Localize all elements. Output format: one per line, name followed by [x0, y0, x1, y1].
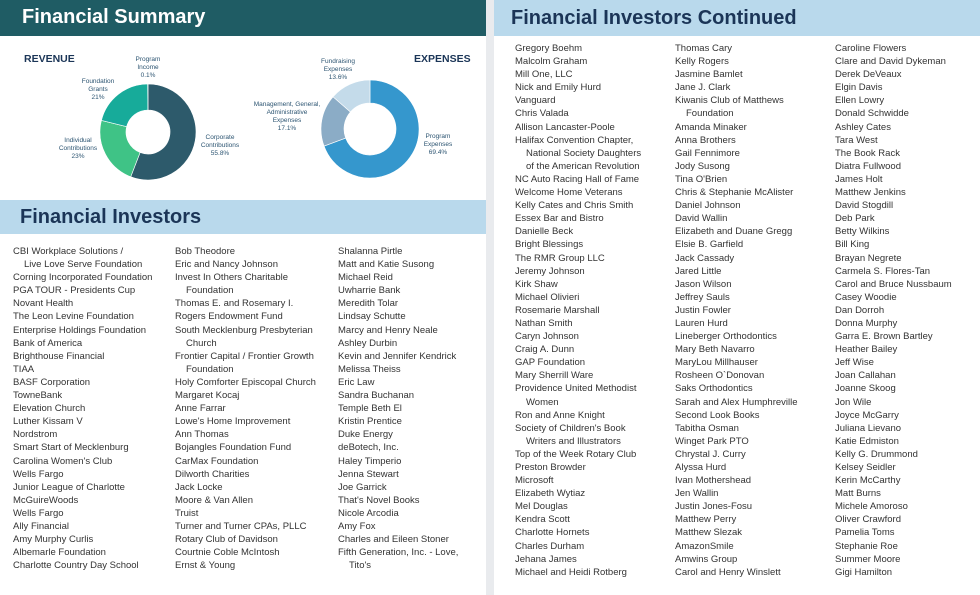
- investor-name: Jasmine Bamlet: [675, 69, 743, 81]
- investor-name: Preston Browder: [515, 462, 586, 473]
- slice-individual-contributions: [100, 120, 140, 176]
- investor-name: Enterprise Holdings Foundation: [13, 324, 147, 336]
- investor-name: Amwins Group: [675, 553, 738, 565]
- investor-name: TowneBank: [13, 390, 63, 402]
- investor-name: Carol and Henry Winslett: [675, 566, 781, 578]
- investor-name: CBI Workplace Solutions /: [13, 246, 124, 257]
- financial-summary-title: Financial Summary: [22, 6, 206, 28]
- investor-name: Ashley Cates: [835, 121, 891, 133]
- investor-name: Danielle Beck: [515, 226, 574, 238]
- investor-name: Smart Start of Mecklenburg: [13, 442, 129, 454]
- investor-name: Jenna Stewart: [338, 468, 399, 480]
- investor-name: Charlotte Hornets: [515, 527, 590, 539]
- investor-name: Justin Fowler: [675, 304, 731, 316]
- investor-name: Elizabeth and Duane Gregg: [675, 226, 793, 238]
- investor-name: NC Auto Racing Hall of Fame: [515, 173, 640, 185]
- investor-name: Kendra Scott: [515, 514, 570, 526]
- investor-name: Deb Park: [835, 213, 875, 225]
- expenses-label-fundraising: Fundraising Expenses 13.6%: [321, 58, 355, 82]
- investor-name: Katie Edmiston: [835, 435, 899, 447]
- investor-name: Clare and David Dykeman: [835, 56, 946, 68]
- investor-name: Joyce McGarry: [835, 409, 899, 421]
- investor-name: of the American Revolution: [526, 160, 640, 172]
- financial-summary-panel: [0, 0, 486, 595]
- investor-name: Tito's: [349, 560, 372, 572]
- investor-name: Nathan Smith: [515, 317, 573, 329]
- investor-name: Brighthouse Financial: [13, 350, 105, 362]
- investor-name: Bright Blessings: [515, 239, 584, 251]
- investor-name: Daniel Johnson: [675, 200, 741, 212]
- investor-name: Invest In Others Charitable: [175, 272, 288, 284]
- investor-name: Providence United Methodist: [515, 383, 637, 395]
- investor-name: Kelly Rogers: [675, 56, 729, 68]
- investor-name: Carmela S. Flores-Tan: [835, 265, 931, 277]
- investor-name: Ellen Lowry: [835, 95, 885, 107]
- investor-name: Pamelia Toms: [835, 527, 895, 539]
- investor-name: Duke Energy: [338, 429, 393, 441]
- investor-name: Sarah and Alex Humphreville: [675, 396, 798, 408]
- investor-name: McGuireWoods: [13, 494, 79, 506]
- investor-name: Rosheen O`Donovan: [675, 370, 765, 382]
- investor-name: PGA TOUR - Presidents Cup: [13, 285, 136, 297]
- investor-name: Eric Law: [338, 376, 375, 388]
- investor-name: Jen Wallin: [675, 488, 719, 500]
- investor-name: Wells Fargo: [13, 468, 64, 480]
- investor-name: Jason Wilson: [675, 278, 732, 290]
- investor-name: Rosemarie Marshall: [515, 304, 600, 316]
- investor-name: Michael Olivieri: [515, 291, 580, 303]
- investor-name: Casey Woodie: [835, 291, 897, 303]
- investor-name: Second Look Books: [675, 409, 760, 421]
- investor-name: Thomas Cary: [675, 43, 733, 54]
- investor-name: Dilworth Charities: [175, 468, 250, 480]
- expenses-label-program: Program Expenses 69.4%: [423, 133, 453, 157]
- investor-name: Jared Little: [675, 265, 722, 277]
- investor-name: Amy Murphy Curlis: [13, 534, 94, 546]
- investor-name: Women: [526, 396, 559, 408]
- investor-name: Kerin McCarthy: [835, 475, 901, 487]
- investor-name: Alyssa Hurd: [675, 462, 727, 473]
- expenses-label-management: Management, General, Administrative Expenses 17.1%: [253, 101, 321, 133]
- investor-name: David Wallin: [675, 213, 728, 225]
- investor-name: Matthew Jenkins: [835, 187, 906, 199]
- investor-name: Nick and Emily Hurd: [515, 82, 602, 94]
- investor-name: Carolina Women's Club: [13, 455, 113, 467]
- investor-name: The RMR Group LLC: [515, 252, 605, 264]
- investor-name: Derek DeVeaux: [835, 69, 902, 81]
- investor-name: GAP Foundation: [515, 357, 586, 369]
- investor-name: Tabitha Osman: [675, 422, 739, 434]
- investor-name: Marcy and Henry Neale: [338, 324, 438, 336]
- investor-name: Church: [186, 337, 217, 349]
- continued-column-1: [515, 42, 641, 579]
- investor-name: Michele Amoroso: [835, 501, 908, 513]
- investor-name: Craig A. Dunn: [515, 344, 575, 356]
- investor-name: Charles Durham: [515, 540, 585, 552]
- financial-summary-header: [0, 0, 486, 36]
- investor-name: Live Love Serve Foundation: [24, 259, 143, 271]
- investor-name: Jon Wile: [835, 396, 872, 408]
- financial-investors-title: Financial Investors: [20, 206, 202, 228]
- revenue-title: REVENUE: [24, 53, 75, 65]
- investor-name: Anne Farrar: [175, 403, 226, 415]
- investor-name: Kelly Cates and Chris Smith: [515, 200, 634, 212]
- investor-name: Saks Orthodontics: [675, 383, 753, 395]
- investors-column-2: [175, 245, 316, 572]
- investor-name: Essex Bar and Bistro: [515, 213, 604, 225]
- investor-name: James Holt: [835, 173, 883, 185]
- investor-name: Thomas E. and Rosemary I.: [175, 298, 294, 310]
- investor-name: Juliana Lievano: [835, 422, 902, 434]
- investor-name: Rotary Club of Davidson: [175, 534, 278, 546]
- revenue-label-foundation-grants: Foundation Grants 21%: [81, 78, 115, 102]
- investor-name: Writers and Illustrators: [526, 435, 621, 447]
- investor-name: Gail Fennimore: [675, 147, 740, 159]
- investor-name: Frontier Capital / Frontier Growth: [175, 350, 314, 362]
- investor-name: The Book Rack: [835, 147, 900, 159]
- investor-name: Ivan Mothershead: [675, 475, 752, 487]
- investor-name: Mary Beth Navarro: [675, 344, 755, 356]
- investor-name: Foundation: [686, 108, 734, 120]
- investors-column-3: [338, 245, 458, 572]
- investor-name: Tina O'Brien: [675, 173, 728, 185]
- investor-name: Nicole Arcodia: [338, 507, 399, 519]
- investors-column-1: [13, 245, 152, 572]
- investor-name: MaryLou Millhauser: [675, 357, 758, 369]
- investor-name: Mel Douglas: [515, 501, 568, 513]
- investor-name: Elevation Church: [13, 403, 86, 415]
- investor-name: Charlotte Country Day School: [13, 560, 139, 572]
- investor-name: Gregory Boehm: [515, 43, 583, 54]
- investor-name: Turner and Turner CPAs, PLLC: [175, 520, 307, 532]
- investor-name: Carol and Bruce Nussbaum: [835, 278, 952, 290]
- investor-name: Kevin and Jennifer Kendrick: [338, 350, 457, 362]
- investor-name: Garra E. Brown Bartley: [835, 331, 933, 343]
- investor-name: Brayan Negrete: [835, 252, 902, 264]
- investor-name: Chris & Stephanie McAlister: [675, 187, 794, 199]
- investor-name: Joan Callahan: [835, 370, 896, 382]
- revenue-label-individual-contributions: Individual Contributions 23%: [58, 137, 98, 161]
- investors-continued-panel: [494, 0, 980, 595]
- investor-name: Jeremy Johnson: [515, 265, 585, 277]
- investor-name: Dan Dorroh: [835, 304, 885, 316]
- investor-name: David Stogdill: [835, 200, 894, 212]
- investor-name: Foundation: [186, 285, 234, 297]
- investor-name: Eric and Nancy Johnson: [175, 259, 278, 271]
- investor-name: Novant Health: [13, 298, 74, 310]
- investor-name: Amy Fox: [338, 520, 376, 532]
- investor-name: Kelsey Seidler: [835, 462, 896, 473]
- investor-name: Vanguard: [515, 95, 556, 107]
- investor-name: Margaret Kocaj: [175, 390, 240, 402]
- investor-name: Matt and Katie Susong: [338, 259, 435, 271]
- investor-name: TIAA: [13, 363, 35, 375]
- investor-name: Matthew Perry: [675, 514, 737, 526]
- investor-name: Temple Beth El: [338, 403, 402, 415]
- investor-name: Luther Kissam V: [13, 416, 83, 428]
- investor-name: Truist: [175, 507, 199, 519]
- investor-name: Jeffrey Sauls: [675, 291, 730, 303]
- investor-name: Holy Comforter Episcopal Church: [175, 376, 316, 388]
- investor-name: Foundation: [186, 363, 234, 375]
- investor-name: Amanda Minaker: [675, 121, 747, 133]
- revenue-label-program-income: Program Income 0.1%: [135, 56, 161, 80]
- investor-name: Lindsay Schutte: [338, 311, 406, 323]
- investor-name: Uwharrie Bank: [338, 285, 401, 297]
- investor-name: Oliver Crawford: [835, 514, 901, 526]
- investor-name: Mary Sherrill Ware: [515, 370, 594, 382]
- investor-name: Elsie B. Garfield: [675, 239, 744, 251]
- investor-name: Ann Thomas: [175, 429, 229, 441]
- investor-name: Matthew Slezak: [675, 527, 743, 539]
- investor-name: Top of the Week Rotary Club: [515, 448, 637, 460]
- investor-name: Melissa Theiss: [338, 363, 401, 375]
- investor-name: Kelly G. Drummond: [835, 448, 918, 460]
- investor-name: Jody Susong: [675, 160, 730, 172]
- investor-name: Welcome Home Veterans: [515, 187, 623, 199]
- investor-name: Jack Locke: [175, 481, 223, 493]
- investor-name: Jane J. Clark: [675, 82, 731, 94]
- investor-name: Caryn Johnson: [515, 331, 579, 343]
- investor-name: Donald Schwidde: [835, 108, 909, 120]
- investor-name: Chris Valada: [515, 108, 569, 120]
- revenue-label-corporate-contributions: Corporate Contributions 55.8%: [200, 134, 240, 158]
- investor-name: Meredith Tolar: [338, 298, 399, 310]
- investor-name: Kirk Shaw: [515, 278, 558, 290]
- expenses-title: EXPENSES: [414, 53, 471, 65]
- investor-name: Ernst & Young: [175, 560, 236, 572]
- investor-name: Michael Reid: [338, 272, 393, 284]
- investor-name: Elgin Davis: [835, 82, 883, 94]
- investor-name: Albemarle Foundation: [13, 547, 106, 559]
- investor-name: Matt Burns: [835, 488, 881, 500]
- investor-name: Chrystal J. Curry: [675, 448, 746, 460]
- investor-name: Society of Children's Book: [515, 422, 626, 434]
- investor-name: Winget Park PTO: [675, 435, 749, 447]
- investor-name: Gigi Hamilton: [835, 566, 893, 578]
- investor-name: Junior League of Charlotte: [13, 481, 125, 493]
- investor-name: BASF Corporation: [13, 376, 91, 388]
- continued-column-2: [675, 42, 798, 579]
- investor-name: Lineberger Orthodontics: [675, 331, 777, 343]
- investor-name: Corning Incorporated Foundation: [13, 272, 153, 284]
- financial-investors-header: [0, 200, 486, 234]
- investor-name: Kiwanis Club of Matthews: [675, 95, 784, 107]
- investor-name: Ally Financial: [13, 520, 69, 532]
- investor-name: Heather Bailey: [835, 344, 898, 356]
- investor-name: Stephanie Roe: [835, 540, 898, 552]
- investor-name: Bob Theodore: [175, 246, 236, 257]
- investor-name: Michael and Heidi Rotberg: [515, 566, 627, 578]
- investor-name: Jehana James: [515, 553, 577, 565]
- investor-name: Anna Brothers: [675, 134, 736, 146]
- investor-name: That's Novel Books: [338, 494, 420, 506]
- investor-name: deBotech, Inc.: [338, 442, 399, 454]
- investor-name: Justin Jones-Fosu: [675, 501, 753, 513]
- investor-name: Nordstrom: [13, 429, 58, 441]
- investor-name: Sandra Buchanan: [338, 390, 415, 402]
- investor-name: Bill King: [835, 239, 870, 251]
- investor-name: Tara West: [835, 134, 878, 146]
- investor-name: Jack Cassady: [675, 252, 735, 264]
- expenses-donut-chart: [320, 79, 420, 179]
- investor-name: Donna Murphy: [835, 317, 898, 329]
- investor-name: Mill One, LLC: [515, 69, 573, 81]
- investor-name: Lauren Hurd: [675, 317, 728, 329]
- investor-name: Caroline Flowers: [835, 43, 907, 54]
- investor-name: Allison Lancaster-Poole: [515, 121, 615, 133]
- investors-continued-title: Financial Investors Continued: [511, 7, 797, 29]
- investor-name: Halifax Convention Chapter,: [515, 134, 634, 146]
- investor-name: Ron and Anne Knight: [515, 409, 605, 421]
- investor-name: Moore & Van Allen: [175, 494, 253, 506]
- investor-name: Joanne Skoog: [835, 383, 896, 395]
- investor-name: National Society Daughters: [526, 147, 642, 159]
- investor-name: Ashley Durbin: [338, 337, 398, 349]
- investor-name: Bojangles Foundation Fund: [175, 442, 292, 454]
- investor-name: Bank of America: [13, 337, 83, 349]
- investor-name: CarMax Foundation: [175, 455, 259, 467]
- investor-name: Charles and Eileen Stoner: [338, 534, 449, 546]
- investor-name: Betty Wilkins: [835, 226, 890, 238]
- investors-continued-header: [494, 0, 980, 36]
- investor-name: Malcolm Graham: [515, 56, 588, 68]
- investor-name: Courtnie Coble McIntosh: [175, 547, 280, 559]
- investor-name: Kristin Prentice: [338, 416, 402, 428]
- investor-name: Joe Garrick: [338, 481, 387, 493]
- investor-name: Jeff Wise: [835, 357, 874, 369]
- investor-name: Wells Fargo: [13, 507, 64, 519]
- investor-name: Haley Timperio: [338, 455, 402, 467]
- investor-name: AmazonSmile: [675, 540, 734, 552]
- investor-name: Shalanna Pirtle: [338, 246, 403, 257]
- investor-name: Lowe's Home Improvement: [175, 416, 291, 428]
- investor-name: Rogers Endowment Fund: [175, 311, 283, 323]
- investor-name: The Leon Levine Foundation: [13, 311, 134, 323]
- investor-name: Summer Moore: [835, 553, 901, 565]
- investor-name: Fifth Generation, Inc. - Love,: [338, 547, 459, 559]
- continued-column-3: [835, 42, 952, 579]
- investor-name: Diatra Fullwood: [835, 160, 901, 172]
- investor-name: Microsoft: [515, 475, 554, 487]
- investor-name: South Mecklenburg Presbyterian: [175, 324, 313, 336]
- investor-name: Elizabeth Wytiaz: [515, 488, 586, 500]
